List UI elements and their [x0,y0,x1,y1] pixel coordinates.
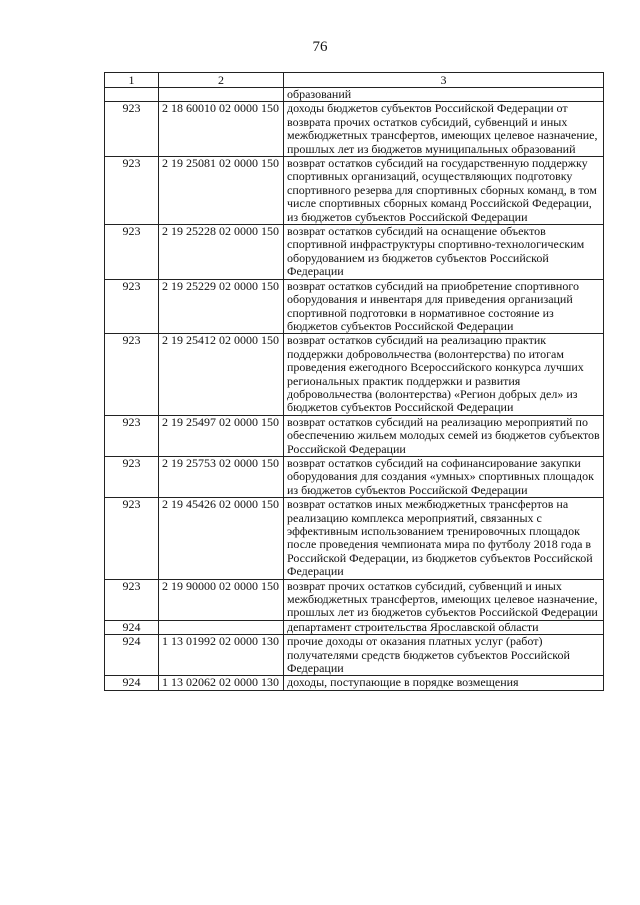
admin-code-cell: 923 [105,279,159,334]
revenue-code-cell: 2 19 45426 02 0000 150 [159,498,284,579]
description-cell: образований [284,88,604,102]
admin-code-cell: 923 [105,415,159,456]
admin-code-cell: 923 [105,456,159,497]
table-row [105,102,604,157]
admin-code-cell: 923 [105,334,159,415]
table-row [105,415,604,456]
table-row [105,456,604,497]
header-col-2: 2 [159,73,284,88]
description-cell: возврат остатков субсидий на реализацию мероприятий по обеспечению жильем молодых семей из бюджетов субъектов Российской Федерации [284,415,604,456]
admin-code-cell: 923 [105,225,159,280]
revenue-code-cell: 2 19 25753 02 0000 150 [159,456,284,497]
table-row [105,88,604,102]
description-cell: возврат остатков субсидий на реализацию практик поддержки добровольчества (волонтерства) по итогам проведения ежегодного Всероссийского конкурса лучших региональных практик поддержки и развития добровольчества (волонтерства) «Регион добрых дел» из бюджетов субъектов Российской Федерации [284,334,604,415]
revenue-code-cell: 2 19 25081 02 0000 150 [159,157,284,225]
table-row [105,620,604,634]
revenue-code-cell [159,620,284,634]
table-row [105,676,604,690]
revenue-code-cell: 2 19 25229 02 0000 150 [159,279,284,334]
header-col-1: 1 [105,73,159,88]
revenue-code-cell: 2 19 90000 02 0000 150 [159,579,284,620]
table-row [105,579,604,620]
table-row [105,498,604,579]
description-cell: возврат остатков субсидий на софинансирование закупки оборудования для создания «умных» спортивных площадок из бюджетов субъектов Российской Федерации [284,456,604,497]
description-cell: департамент строительства Ярославской области [284,620,604,634]
table-header-row [105,73,604,88]
admin-code-cell: 924 [105,635,159,676]
description-cell: прочие доходы от оказания платных услуг (работ) получателями средств бюджетов субъектов Российской Федерации [284,635,604,676]
header-col-3: 3 [284,73,604,88]
table-row [105,225,604,280]
revenue-codes-table [104,72,604,691]
table-row [105,334,604,415]
revenue-code-cell: 2 19 25412 02 0000 150 [159,334,284,415]
revenue-code-cell: 1 13 02062 02 0000 130 [159,676,284,690]
description-cell: возврат остатков субсидий на приобретение спортивного оборудования и инвентаря для приведения организаций спортивной подготовки в нормативное состояние из бюджетов субъектов Российской Федерации [284,279,604,334]
admin-code-cell [105,88,159,102]
description-cell: возврат остатков субсидий на оснащение объектов спортивной инфраструктуры спортивно-технологическим оборудованием из бюджетов субъектов Российской Федерации [284,225,604,280]
description-cell: возврат прочих остатков субсидий, субвенций и иных межбюджетных трансфертов, имеющих целевое назначение, прошлых лет из бюджетов субъектов Российской Федерации [284,579,604,620]
admin-code-cell: 924 [105,620,159,634]
revenue-code-cell: 1 13 01992 02 0000 130 [159,635,284,676]
page-number: 76 [312,39,328,55]
table-row [105,635,604,676]
revenue-code-cell: 2 19 25497 02 0000 150 [159,415,284,456]
admin-code-cell: 923 [105,157,159,225]
description-cell: доходы, поступающие в порядке возмещения [284,676,604,690]
description-cell: возврат остатков иных межбюджетных трансфертов на реализацию комплекса мероприятий, связанных с эффективным использованием тренировочных площадок после проведения чемпионата мира по футболу 2018 года в Российской Федерации, из бюджетов субъектов Российской Федерации [284,498,604,579]
admin-code-cell: 923 [105,498,159,579]
table-row [105,157,604,225]
admin-code-cell: 923 [105,579,159,620]
admin-code-cell: 923 [105,102,159,157]
table-row [105,279,604,334]
revenue-code-cell: 2 19 25228 02 0000 150 [159,225,284,280]
revenue-code-cell [159,88,284,102]
description-cell: доходы бюджетов субъектов Российской Федерации от возврата прочих остатков субсидий, субвенций и иных межбюджетных трансфертов, имеющих целевое назначение, прошлых лет из бюджетов муниципальных образований [284,102,604,157]
revenue-code-cell: 2 18 60010 02 0000 150 [159,102,284,157]
admin-code-cell: 924 [105,676,159,690]
description-cell: возврат остатков субсидий на государственную поддержку спортивных организаций, осуществляющих подготовку спортивного резерва для спортивных сборных команд, в том числе спортивных сборных команд Российской Федерации, из бюджетов субъектов Российской Федерации [284,157,604,225]
